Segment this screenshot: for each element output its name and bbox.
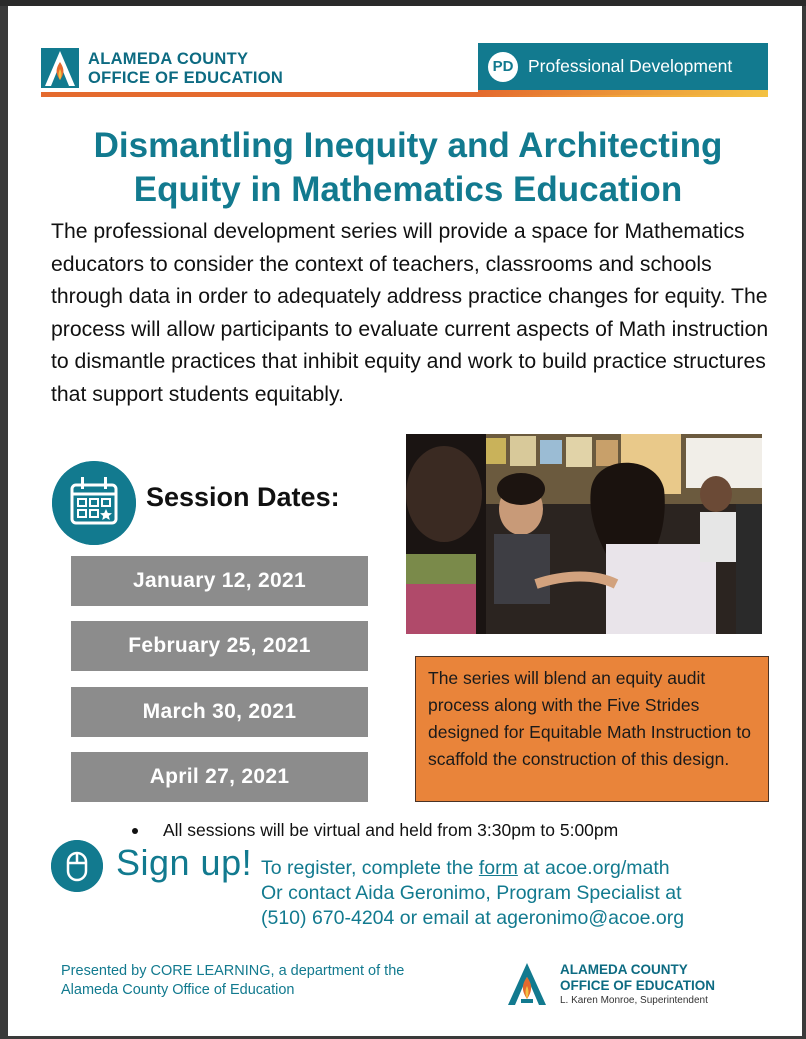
footer-org-name — [560, 962, 715, 994]
calendar-icon — [52, 461, 136, 545]
virtual-sessions-note — [132, 820, 618, 841]
flyer-page — [8, 6, 802, 1036]
page-title-line1: Dismantling Inequity and Architecting — [93, 126, 723, 165]
footer-org-line2: OFFICE OF EDUCATION — [560, 978, 715, 993]
register-line — [261, 856, 684, 881]
session-date-4: April 27, 2021 — [71, 752, 368, 802]
pd-badge-stripe — [478, 90, 768, 95]
virtual-sessions-text: All sessions will be virtual and held from 3:30pm to 5:00pm — [163, 820, 619, 840]
acoe-logo-icon — [41, 48, 79, 88]
bullet-icon — [132, 828, 138, 834]
intro-paragraph: The professional development series will provide a space for Mathematics educators to consider the context of teachers, classrooms and schools through data in order to adequately address practice changes for equity. The process will allow participants to evaluate current aspects of Math instruction to dismantle practices that inhibit equity and work to build practice structures that support students equitably. — [51, 220, 769, 406]
page-title-line2: Equity in Mathematics Education — [133, 170, 683, 209]
org-name — [88, 50, 283, 88]
presented-by-line1: Presented by CORE LEARNING, a department of the — [61, 963, 405, 979]
contact-line: Or contact Aida Geronimo, Program Specialist at — [261, 882, 682, 904]
contact-info — [261, 856, 684, 931]
register-suffix: at acoe.org/math — [517, 857, 670, 879]
mouse-icon — [51, 840, 103, 892]
phone-email-line: (510) 670-4204 or email at ageronimo@acoe.org — [261, 907, 685, 929]
pd-label: Professional Development — [528, 56, 733, 76]
footer-org-line1: ALAMEDA COUNTY — [560, 962, 688, 977]
org-name-line1: ALAMEDA COUNTY — [88, 50, 249, 68]
session-date-1: January 12, 2021 — [71, 556, 368, 606]
series-description-callout: The series will blend an equity audit process along with the Five Strides designed for Equitable Math Instruction to scaffold the construction of this design. — [415, 656, 769, 802]
superintendent-name: L. Karen Monroe, Superintendent — [560, 995, 708, 1006]
register-prefix: To register, complete the — [261, 857, 479, 879]
page-title — [28, 124, 788, 212]
session-date-2: February 25, 2021 — [71, 621, 368, 671]
acoe-footer-logo-icon — [506, 961, 548, 1007]
signup-heading: Sign up! — [116, 842, 253, 883]
session-date-3: March 30, 2021 — [71, 687, 368, 737]
presented-by-line2: Alameda County Office of Education — [61, 982, 295, 998]
org-name-line2: OFFICE OF EDUCATION — [88, 69, 284, 87]
pd-initials-icon: PD — [488, 52, 518, 82]
pd-badge — [478, 43, 768, 90]
presented-by — [61, 962, 404, 1000]
registration-form-link[interactable]: form — [478, 857, 518, 879]
session-dates-heading: Session Dates: — [146, 482, 340, 512]
classroom-photo — [406, 434, 762, 634]
